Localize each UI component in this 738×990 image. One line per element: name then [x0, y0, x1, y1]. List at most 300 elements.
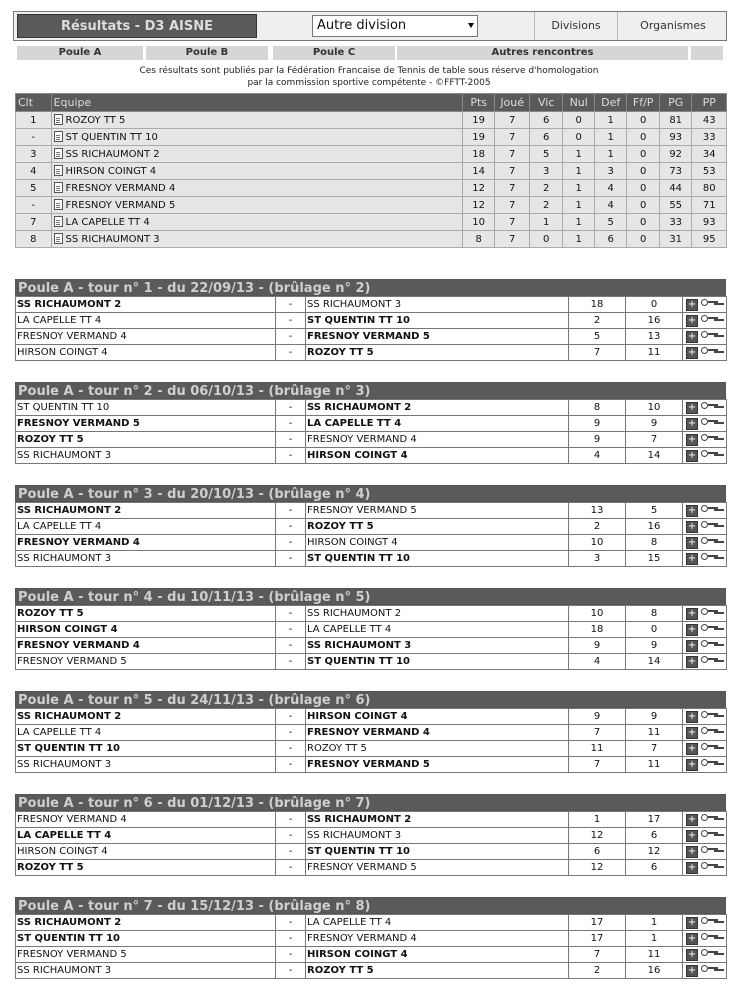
standings-row [16, 163, 727, 180]
plus-icon[interactable]: + [687, 917, 697, 928]
team-name: FRESNOY VERMAND 4 [65, 183, 176, 194]
team-link[interactable] [51, 146, 462, 163]
key-icon[interactable] [701, 964, 719, 973]
team-link[interactable] [51, 197, 462, 214]
key-icon[interactable] [701, 916, 719, 925]
standings-cell: 33 [692, 129, 727, 146]
home-score: 10 [569, 606, 626, 622]
home-score: 7 [569, 757, 626, 773]
round-section [15, 691, 726, 773]
key-icon[interactable] [701, 948, 719, 957]
round-section [15, 382, 726, 464]
plus-icon[interactable]: + [687, 727, 697, 738]
standings-cell: 7 [495, 112, 530, 129]
standings-row [16, 231, 727, 248]
match-actions [683, 400, 727, 416]
round-title: Poule A - tour n° 4 - du 10/11/13 - (brûlage n° 5) [15, 588, 726, 605]
round-title: Poule A - tour n° 3 - du 20/10/13 - (brûlage n° 4) [15, 485, 726, 502]
standings-cell: 14 [462, 163, 495, 180]
match-row [16, 622, 727, 638]
key-icon[interactable] [701, 932, 719, 941]
match-row [16, 551, 727, 567]
home-team: SS RICHAUMONT 2 [16, 503, 276, 519]
match-actions [683, 828, 727, 844]
key-icon[interactable] [701, 520, 719, 529]
team-name: SS RICHAUMONT 2 [65, 149, 160, 160]
away-team: FRESNOY VERMAND 5 [306, 757, 569, 773]
standings-cell: 95 [692, 231, 727, 248]
round-table [15, 708, 727, 773]
tab-empty [691, 46, 723, 60]
away-team: SS RICHAUMONT 3 [306, 638, 569, 654]
home-team: ROZOY TT 5 [16, 860, 276, 876]
key-icon[interactable] [701, 536, 719, 545]
away-team: ROZOY TT 5 [306, 345, 569, 361]
home-score: 2 [569, 963, 626, 979]
key-icon[interactable] [701, 417, 719, 426]
plus-icon[interactable]: + [687, 743, 697, 754]
standings-cell: 33 [659, 214, 692, 231]
plus-icon[interactable]: + [687, 711, 697, 722]
standings-cell: 6 [594, 231, 627, 248]
away-team: FRESNOY VERMAND 5 [306, 329, 569, 345]
home-score: 12 [569, 860, 626, 876]
home-team: ST QUENTIN TT 10 [16, 741, 276, 757]
key-icon[interactable] [701, 639, 719, 648]
col-header: PP [692, 94, 727, 112]
plus-icon[interactable]: + [687, 347, 697, 358]
match-separator: - [276, 931, 306, 947]
standings-cell: 3 [16, 146, 52, 163]
home-score: 6 [569, 844, 626, 860]
plus-icon[interactable]: + [687, 814, 697, 825]
standings-cell: 55 [659, 197, 692, 214]
away-team: FRESNOY VERMAND 5 [306, 503, 569, 519]
key-icon[interactable] [701, 758, 719, 767]
col-header: PG [659, 94, 692, 112]
standings-table [15, 93, 727, 248]
match-separator: - [276, 709, 306, 725]
away-team: LA CAPELLE TT 4 [306, 915, 569, 931]
round-section [15, 279, 726, 361]
standings-cell: 1 [563, 180, 594, 197]
match-row [16, 725, 727, 741]
standings-cell: 1 [563, 231, 594, 248]
match-row [16, 432, 727, 448]
match-separator: - [276, 416, 306, 432]
away-score: 17 [626, 812, 683, 828]
match-row [16, 963, 727, 979]
away-score: 6 [626, 860, 683, 876]
away-score: 1 [626, 915, 683, 931]
col-header: Clt [16, 94, 52, 112]
match-row [16, 400, 727, 416]
match-actions [683, 709, 727, 725]
match-row [16, 519, 727, 535]
match-row [16, 812, 727, 828]
round-section [15, 897, 726, 979]
plus-icon[interactable]: + [687, 624, 697, 635]
plus-icon[interactable]: + [687, 553, 697, 564]
home-team: ROZOY TT 5 [16, 606, 276, 622]
away-score: 15 [626, 551, 683, 567]
home-team: FRESNOY VERMAND 4 [16, 812, 276, 828]
match-actions [683, 844, 727, 860]
standings-cell: 1 [563, 197, 594, 214]
tab-poule-a[interactable]: Poule A [17, 46, 143, 60]
match-separator: - [276, 329, 306, 345]
away-team: SS RICHAUMONT 3 [306, 828, 569, 844]
standings-cell: 1 [563, 146, 594, 163]
home-team: FRESNOY VERMAND 4 [16, 329, 276, 345]
team-name: ST QUENTIN TT 10 [65, 132, 158, 143]
home-score: 13 [569, 503, 626, 519]
match-separator: - [276, 638, 306, 654]
away-score: 14 [626, 654, 683, 670]
standings-cell: 2 [529, 180, 563, 197]
standings-cell: 31 [659, 231, 692, 248]
match-actions [683, 622, 727, 638]
standings-cell: 81 [659, 112, 692, 129]
match-actions [683, 725, 727, 741]
standings-cell: 7 [16, 214, 52, 231]
home-team: SS RICHAUMONT 3 [16, 551, 276, 567]
standings-cell: 5 [594, 214, 627, 231]
plus-icon[interactable]: + [687, 402, 697, 413]
team-link[interactable] [51, 231, 462, 248]
team-link[interactable] [51, 163, 462, 180]
home-team: FRESNOY VERMAND 5 [16, 416, 276, 432]
key-icon[interactable] [701, 449, 719, 458]
standings-row [16, 180, 727, 197]
home-score: 8 [569, 400, 626, 416]
home-team: ROZOY TT 5 [16, 432, 276, 448]
home-team: LA CAPELLE TT 4 [16, 519, 276, 535]
away-team: FRESNOY VERMAND 4 [306, 432, 569, 448]
match-row [16, 757, 727, 773]
home-score: 17 [569, 931, 626, 947]
match-separator: - [276, 345, 306, 361]
tab-poule-b[interactable]: Poule B [146, 46, 268, 60]
home-score: 1 [569, 812, 626, 828]
team-name: SS RICHAUMONT 3 [65, 234, 160, 245]
round-table [15, 296, 727, 361]
away-score: 9 [626, 416, 683, 432]
match-row [16, 329, 727, 345]
home-score: 10 [569, 535, 626, 551]
col-header: Ff/P [627, 94, 660, 112]
plus-icon[interactable]: + [687, 505, 697, 516]
key-icon[interactable] [701, 433, 719, 442]
match-separator: - [276, 725, 306, 741]
home-team: ST QUENTIN TT 10 [16, 931, 276, 947]
away-score: 8 [626, 606, 683, 622]
match-actions [683, 535, 727, 551]
away-team: SS RICHAUMONT 2 [306, 606, 569, 622]
tab-poule-c[interactable]: Poule C [273, 46, 395, 60]
away-score: 10 [626, 400, 683, 416]
standings-cell: 10 [462, 214, 495, 231]
plus-icon[interactable]: + [687, 933, 697, 944]
home-team: LA CAPELLE TT 4 [16, 828, 276, 844]
plus-icon[interactable]: + [687, 299, 697, 310]
plus-icon[interactable]: + [687, 537, 697, 548]
home-team: SS RICHAUMONT 3 [16, 963, 276, 979]
document-icon [54, 131, 63, 142]
standings-cell: 5 [529, 146, 563, 163]
team-link[interactable] [51, 180, 462, 197]
key-icon[interactable] [701, 845, 719, 854]
standings-cell: 4 [16, 163, 52, 180]
away-score: 1 [626, 931, 683, 947]
divisions-link[interactable]: Divisions [534, 12, 617, 40]
home-score: 4 [569, 448, 626, 464]
key-icon[interactable] [701, 726, 719, 735]
standings-cell: 7 [495, 163, 530, 180]
home-score: 9 [569, 416, 626, 432]
plus-icon[interactable]: + [687, 434, 697, 445]
away-team: HIRSON COINGT 4 [306, 709, 569, 725]
away-score: 5 [626, 503, 683, 519]
standings-cell: 0 [627, 231, 660, 248]
standings-cell: 7 [495, 214, 530, 231]
match-separator: - [276, 503, 306, 519]
team-name: FRESNOY VERMAND 5 [65, 200, 176, 211]
standings-cell: 44 [659, 180, 692, 197]
match-separator: - [276, 947, 306, 963]
key-icon[interactable] [701, 829, 719, 838]
match-separator: - [276, 741, 306, 757]
match-row [16, 741, 727, 757]
home-score: 2 [569, 313, 626, 329]
key-icon[interactable] [701, 346, 719, 355]
standings-cell: 8 [462, 231, 495, 248]
away-team: ROZOY TT 5 [306, 741, 569, 757]
plus-icon[interactable]: + [687, 759, 697, 770]
standings-cell: 7 [495, 180, 530, 197]
team-name: HIRSON COINGT 4 [65, 166, 157, 177]
standings-cell: 1 [563, 214, 594, 231]
key-icon[interactable] [701, 298, 719, 307]
away-team: FRESNOY VERMAND 4 [306, 725, 569, 741]
home-score: 12 [569, 828, 626, 844]
standings-cell: 0 [529, 231, 563, 248]
plus-icon[interactable]: + [687, 949, 697, 960]
round-table [15, 399, 727, 464]
col-header: Joué [495, 94, 530, 112]
col-header: Pts [462, 94, 495, 112]
key-icon[interactable] [701, 710, 719, 719]
standings-cell: 3 [594, 163, 627, 180]
away-team: ROZOY TT 5 [306, 519, 569, 535]
dropdown-arrow-icon [468, 23, 474, 28]
plus-icon[interactable]: + [687, 331, 697, 342]
home-score: 5 [569, 329, 626, 345]
key-icon[interactable] [701, 552, 719, 561]
plus-icon[interactable]: + [687, 450, 697, 461]
plus-icon[interactable]: + [687, 656, 697, 667]
key-icon[interactable] [701, 623, 719, 632]
key-icon[interactable] [701, 655, 719, 664]
key-icon[interactable] [701, 861, 719, 870]
document-icon [54, 182, 63, 193]
match-actions [683, 947, 727, 963]
key-icon[interactable] [701, 742, 719, 751]
away-score: 6 [626, 828, 683, 844]
home-team: FRESNOY VERMAND 5 [16, 947, 276, 963]
standings-cell: 12 [462, 180, 495, 197]
standings-cell: 0 [627, 112, 660, 129]
match-separator: - [276, 519, 306, 535]
standings-cell: 0 [627, 146, 660, 163]
away-score: 13 [626, 329, 683, 345]
standings-cell: 71 [692, 197, 727, 214]
match-row [16, 844, 727, 860]
home-team: FRESNOY VERMAND 5 [16, 654, 276, 670]
away-score: 11 [626, 947, 683, 963]
away-team: LA CAPELLE TT 4 [306, 622, 569, 638]
standings-cell: 1 [594, 129, 627, 146]
away-team: FRESNOY VERMAND 5 [306, 860, 569, 876]
match-row [16, 638, 727, 654]
notice-line-2: par la commission sportive compétente - ©FFTT-2005 [247, 78, 491, 88]
key-icon[interactable] [701, 504, 719, 513]
home-score: 9 [569, 638, 626, 654]
match-actions [683, 416, 727, 432]
plus-icon[interactable]: + [687, 830, 697, 841]
away-team: FRESNOY VERMAND 4 [306, 931, 569, 947]
standings-cell: 80 [692, 180, 727, 197]
standings-cell: 19 [462, 112, 495, 129]
away-team: ST QUENTIN TT 10 [306, 844, 569, 860]
standings-header-row [16, 94, 727, 112]
match-separator: - [276, 606, 306, 622]
match-row [16, 915, 727, 931]
document-icon [54, 233, 63, 244]
match-separator: - [276, 828, 306, 844]
col-header: Def [594, 94, 627, 112]
organismes-link[interactable]: Organismes [617, 12, 728, 40]
key-icon[interactable] [701, 330, 719, 339]
match-row [16, 345, 727, 361]
match-actions [683, 963, 727, 979]
match-actions [683, 313, 727, 329]
plus-icon[interactable]: + [687, 315, 697, 326]
home-team: ST QUENTIN TT 10 [16, 400, 276, 416]
poule-tab-bar [17, 46, 723, 60]
match-actions [683, 915, 727, 931]
key-icon[interactable] [701, 813, 719, 822]
match-actions [683, 551, 727, 567]
match-separator: - [276, 535, 306, 551]
standings-cell: 0 [563, 129, 594, 146]
round-title: Poule A - tour n° 1 - du 22/09/13 - (brûlage n° 2) [15, 279, 726, 296]
plus-icon[interactable]: + [687, 640, 697, 651]
home-score: 7 [569, 345, 626, 361]
standings-cell: 0 [563, 112, 594, 129]
round-title: Poule A - tour n° 7 - du 15/12/13 - (brûlage n° 8) [15, 897, 726, 914]
division-select[interactable] [312, 15, 478, 37]
match-separator: - [276, 654, 306, 670]
away-team: ST QUENTIN TT 10 [306, 654, 569, 670]
match-actions [683, 448, 727, 464]
match-separator: - [276, 400, 306, 416]
plus-icon[interactable]: + [687, 608, 697, 619]
away-score: 7 [626, 741, 683, 757]
match-separator: - [276, 860, 306, 876]
match-actions [683, 606, 727, 622]
plus-icon[interactable]: + [687, 965, 697, 976]
away-team: LA CAPELLE TT 4 [306, 416, 569, 432]
standings-cell: - [16, 197, 52, 214]
plus-icon[interactable]: + [687, 846, 697, 857]
col-header: Equipe [51, 94, 462, 112]
standings-cell: 93 [659, 129, 692, 146]
match-actions [683, 432, 727, 448]
match-separator: - [276, 622, 306, 638]
tab-autres-rencontres[interactable]: Autres rencontres [397, 46, 688, 60]
match-row [16, 606, 727, 622]
team-link[interactable] [51, 214, 462, 231]
key-icon[interactable] [701, 314, 719, 323]
team-link[interactable] [51, 112, 462, 129]
round-table [15, 605, 727, 670]
standings-row [16, 146, 727, 163]
match-actions [683, 345, 727, 361]
away-team: HIRSON COINGT 4 [306, 535, 569, 551]
standings-cell: 6 [529, 129, 563, 146]
match-row [16, 313, 727, 329]
match-separator: - [276, 297, 306, 313]
match-row [16, 416, 727, 432]
home-score: 4 [569, 654, 626, 670]
document-icon [54, 165, 63, 176]
key-icon[interactable] [701, 607, 719, 616]
round-title: Poule A - tour n° 6 - du 01/12/13 - (brûlage n° 7) [15, 794, 726, 811]
standings-cell: 93 [692, 214, 727, 231]
document-icon [54, 114, 63, 125]
match-row [16, 654, 727, 670]
away-score: 11 [626, 757, 683, 773]
away-score: 7 [626, 432, 683, 448]
plus-icon[interactable]: + [687, 521, 697, 532]
round-section [15, 588, 726, 670]
plus-icon[interactable]: + [687, 862, 697, 873]
round-title: Poule A - tour n° 2 - du 06/10/13 - (brûlage n° 3) [15, 382, 726, 399]
plus-icon[interactable]: + [687, 418, 697, 429]
standings-cell: 6 [529, 112, 563, 129]
page-title: Résultats - D3 AISNE [17, 14, 257, 38]
home-team: FRESNOY VERMAND 4 [16, 535, 276, 551]
key-icon[interactable] [701, 401, 719, 410]
standings-cell: 0 [627, 197, 660, 214]
match-row [16, 709, 727, 725]
home-team: FRESNOY VERMAND 4 [16, 638, 276, 654]
standings-cell: 1 [529, 214, 563, 231]
match-separator: - [276, 313, 306, 329]
standings-cell: 1 [16, 112, 52, 129]
standings-row [16, 112, 727, 129]
team-link[interactable] [51, 129, 462, 146]
header-bar [13, 11, 727, 41]
document-icon [54, 216, 63, 227]
home-score: 18 [569, 297, 626, 313]
home-team: HIRSON COINGT 4 [16, 844, 276, 860]
home-score: 7 [569, 947, 626, 963]
round-table [15, 502, 727, 567]
standings-cell: 4 [594, 197, 627, 214]
standings-cell: 2 [529, 197, 563, 214]
